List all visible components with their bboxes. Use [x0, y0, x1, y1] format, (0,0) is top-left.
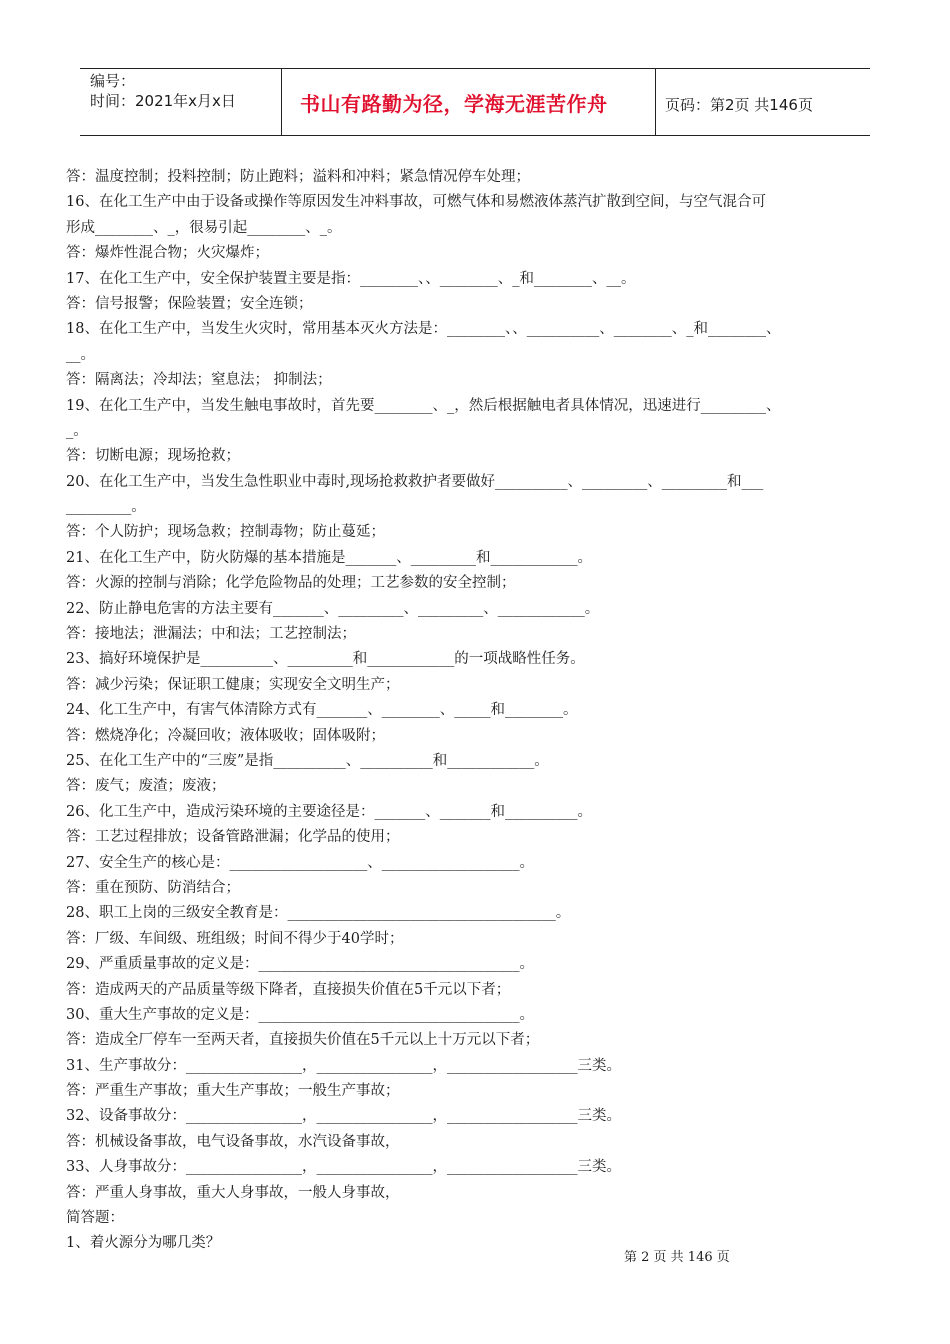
- text-line: 33、人身事故分：________________，________________，__________________三类。: [66, 1159, 621, 1176]
- document-body: [66, 165, 884, 1257]
- text-line: 23、搞好环境保护是__________、_________和____________的一项战略性任务。: [66, 651, 585, 668]
- header-page-number: 页码：第2页 共146页: [665, 96, 813, 114]
- doc-number-label: 编号：: [90, 72, 136, 90]
- doc-date: 时间：2021年x月x日: [90, 92, 236, 110]
- text-line: 32、设备事故分：________________，________________，__________________三类。: [66, 1108, 621, 1125]
- text-line: 26、化工生产中，造成污染环境的主要途径是：_______、_______和__________。: [66, 803, 592, 820]
- text-line: 18、在化工生产中，当发生火灾时，常用基本灭火方法是：________、、__________、________、_和________、: [66, 321, 781, 338]
- text-line: 答：切断电源；现场抢救；: [66, 448, 240, 465]
- text-line: 27、安全生产的核心是：___________________、___________________。: [66, 854, 534, 871]
- text-line: 17、在化工生产中，安全保护装置主要是指：________、、________、_和________、__。: [66, 270, 636, 287]
- text-line: _。: [66, 422, 88, 439]
- text-line: 答：爆炸性混合物；火灾爆炸；: [66, 245, 269, 262]
- text-line: 21、在化工生产中，防火防爆的基本措施是_______、_________和____________。: [66, 549, 592, 566]
- text-line: 答：隔离法；冷却法；窒息法； 抑制法；: [66, 372, 332, 389]
- header-top-rule: [80, 68, 870, 69]
- text-line: 30、重大生产事故的定义是：____________________________________。: [66, 1006, 534, 1023]
- text-line: 答：减少污染；保证职工健康；实现安全文明生产；: [66, 676, 400, 693]
- header-divider-left: [281, 68, 282, 135]
- text-line: 答：严重人身事故，重大人身事故，一般人身事故，: [66, 1184, 400, 1201]
- text-line: 答：厂级、车间级、班组级；时间不得少于40学时；: [66, 930, 404, 947]
- text-line: 25、在化工生产中的“三废”是指__________、__________和____________。: [66, 752, 549, 769]
- text-line: 24、化工生产中，有害气体清除方式有_______、________、_____和________。: [66, 702, 578, 719]
- text-line: 形成________、_，很易引起________、_。: [66, 219, 342, 236]
- text-line: 答：温度控制；投料控制；防止跑料；溢料和冲料；紧急情况停车处理；: [66, 169, 530, 185]
- text-line: __。: [66, 346, 95, 363]
- text-line: 答：信号报警；保险装置；安全连锁；: [66, 295, 313, 312]
- text-line: _________。: [66, 499, 146, 516]
- text-line: 答：重在预防、防消结合；: [66, 879, 240, 896]
- text-line: 19、在化工生产中，当发生触电事故时，首先要________、_，然后根据触电者具体情况，迅速进行_________、: [66, 397, 781, 414]
- text-line: 31、生产事故分：________________，________________，__________________三类。: [66, 1057, 621, 1074]
- header-divider-right: [655, 68, 656, 135]
- text-line: 答：工艺过程排放；设备管路泄漏；化学品的使用；: [66, 829, 400, 846]
- text-line: 答：造成全厂停车一至两天者，直接损失价值在5千元以上十万元以下者；: [66, 1032, 540, 1049]
- text-line: 答：个人防护；现场急救；控制毒物；防止蔓延；: [66, 524, 385, 541]
- text-line: 答：接地法；泄漏法；中和法；工艺控制法；: [66, 626, 356, 643]
- text-line: 28、职工上岗的三级安全教育是：_____________________________________。: [66, 905, 571, 922]
- section-heading: 简答题：: [66, 1210, 124, 1227]
- header-motto: 书山有路勤为径，学海无涯苦作舟: [300, 92, 608, 116]
- header-bottom-rule: [80, 135, 870, 136]
- text-line: 答：严重生产事故；重大生产事故；一般生产事故；: [66, 1083, 400, 1100]
- text-line: 答：废气；废渣；废液；: [66, 778, 226, 795]
- text-line: 20、在化工生产中，当发生急性职业中毒时,现场抢救救护者要做好__________、_________、_________和___: [66, 473, 764, 490]
- text-line: 29、严重质量事故的定义是：____________________________________。: [66, 956, 534, 973]
- text-line: 答：火源的控制与消除；化学危险物品的处理；工艺参数的安全控制；: [66, 575, 516, 592]
- text-line: 答：燃烧净化；冷凝回收；液体吸收；固体吸附；: [66, 727, 385, 744]
- text-line: 1、着火源分为哪几类？: [66, 1235, 221, 1252]
- text-line: 答：机械设备事故，电气设备事故，水汽设备事故，: [66, 1133, 400, 1150]
- text-line: 答：造成两天的产品质量等级下降者，直接损失价值在5千元以下者；: [66, 981, 511, 998]
- page-footer: 第 2 页 共 146 页: [624, 1250, 730, 1265]
- text-line: 22、防止静电危害的方法主要有_______、_________、_________、____________。: [66, 600, 600, 617]
- text-line: 16、在化工生产中由于设备或操作等原因发生冲料事故，可燃气体和易燃液体蒸汽扩散到空间，与空气混合可: [66, 194, 766, 211]
